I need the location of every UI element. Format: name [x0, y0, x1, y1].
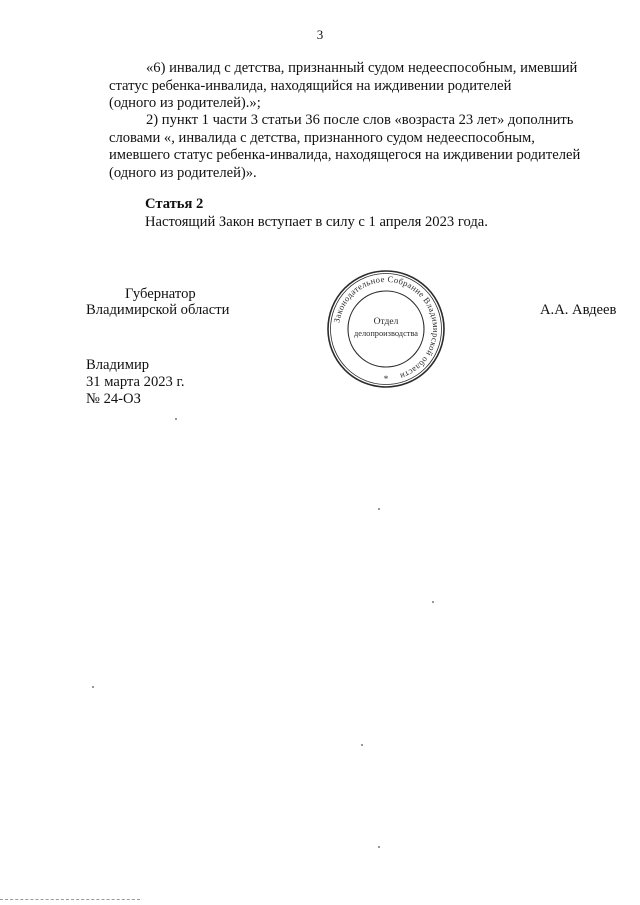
paragraph-line: (одного из родителей).»; — [109, 95, 261, 111]
scan-speck — [92, 686, 94, 688]
stamp-center-line-1: Отдел — [373, 317, 399, 327]
scan-speck — [378, 508, 380, 510]
scan-speck — [378, 846, 380, 848]
stamp-center-line-2: делопроизводства — [353, 329, 419, 338]
official-stamp — [325, 268, 447, 390]
paragraph-line: словами «, инвалида с детства, признанного судом недееспособным, — [109, 129, 535, 146]
paragraph-line: «6) инвалид с детства, признанный судом недееспособным, имевший — [146, 60, 578, 76]
article-2-heading: Статья 2 — [145, 196, 204, 212]
paragraph-line: 2) пункт 1 части 3 статьи 36 после слов «возраста 23 лет» дополнить — [146, 112, 574, 128]
stamp-star-icon: * — [383, 374, 389, 384]
paragraph-line: статус ребенка-инвалида, находящийся на иждивении родителей — [109, 77, 512, 94]
scan-edge-mark — [0, 899, 140, 900]
signatory-title: Губернатор — [125, 286, 196, 302]
document-number: № 24-ОЗ — [86, 391, 141, 407]
signatory-name: А.А. Авдеев — [540, 302, 617, 318]
paragraph-line: (одного из родителей)». — [109, 164, 257, 181]
document-city: Владимир — [86, 357, 150, 373]
page-number: 3 — [316, 27, 324, 42]
scan-speck — [175, 418, 177, 420]
paragraph-line: имевшего статус ребенка-инвалида, находящегося на иждивении родителей — [109, 147, 581, 163]
scan-speck — [432, 601, 434, 603]
scan-speck — [361, 744, 363, 746]
paragraph-amendment-2 — [109, 112, 628, 182]
stamp-ring-text: Законодательное Собрание Владимирской области — [331, 273, 442, 382]
paragraph-amendment-6 — [109, 60, 628, 113]
signatory-region: Владимирской области — [86, 302, 230, 318]
article-2-text: Настоящий Закон вступает в силу с 1 апреля 2023 года. — [145, 214, 488, 230]
document-date: 31 марта 2023 г. — [86, 374, 185, 390]
